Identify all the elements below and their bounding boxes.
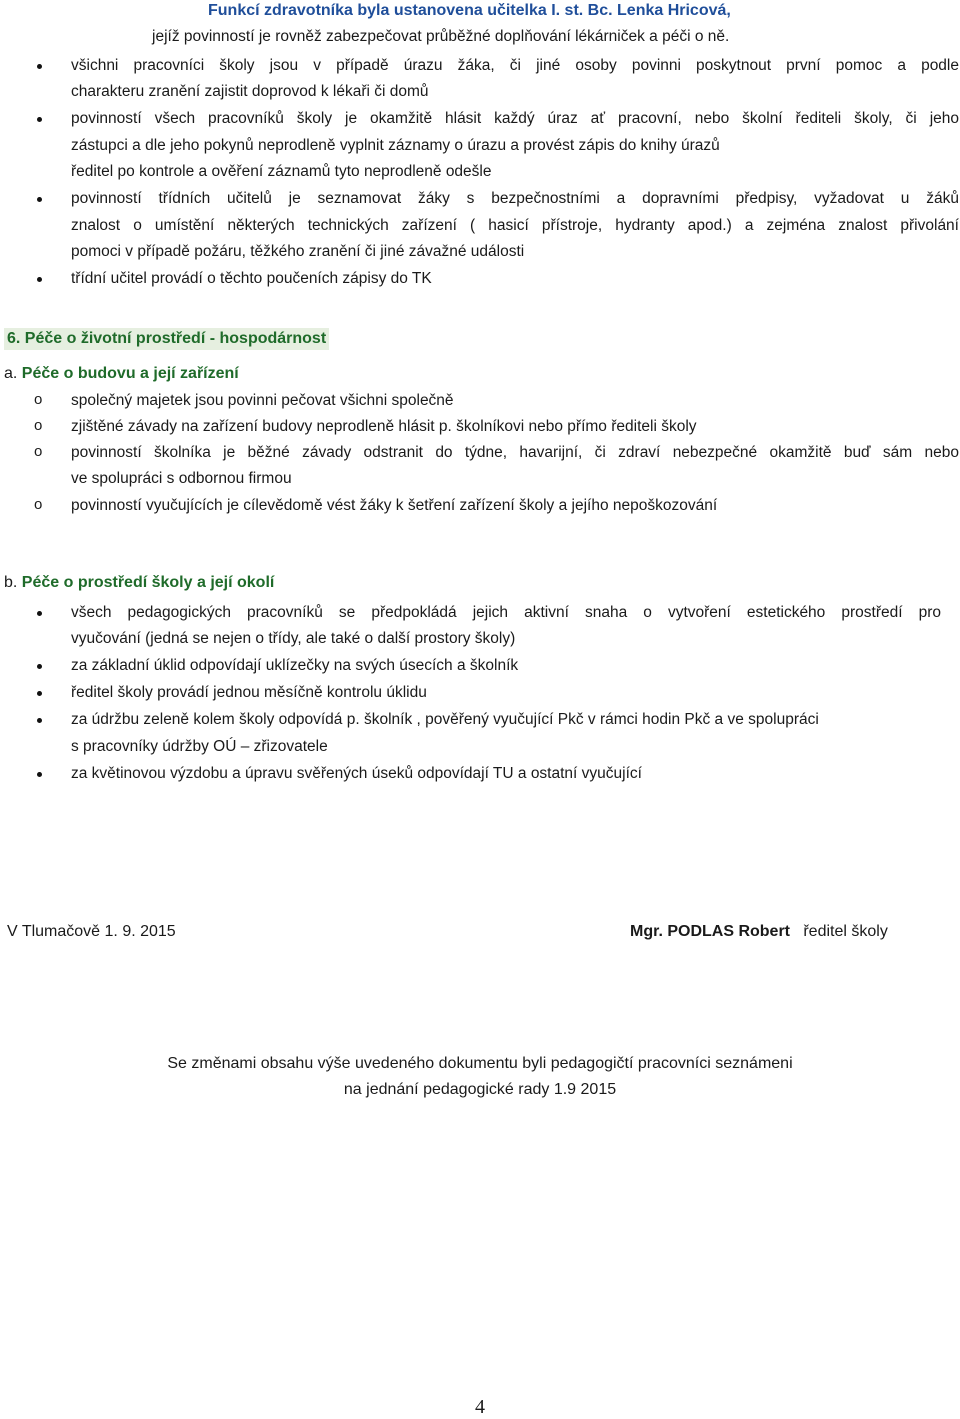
list-item-line: zjištěné závady na zařízení budovy neprodleně hlásit p. školníkovi nebo přímo řediteli školy	[71, 418, 697, 435]
list-item-line: znalost o umístění některých technických zařízení ( hasicí přístroje, hydranty apod.) a zejména znalost přivolání	[71, 217, 959, 234]
bullet-icon	[37, 691, 42, 696]
header-line-1: Funkcí zdravotníka byla ustanovena učitelka I. st. Bc. Lenka Hricová,	[208, 2, 731, 19]
list-item-line: ředitel po kontrole a ověření záznamů tyto neprodleně odešle	[71, 163, 492, 180]
place-date: V Tlumačově 1. 9. 2015	[7, 923, 176, 940]
section-heading: 6. Péče o životní prostředí - hospodárnost	[4, 328, 329, 350]
list-item-line: ve spolupráci s odbornou firmou	[71, 470, 292, 487]
signatory-name: Mgr. PODLAS Robert	[630, 923, 791, 940]
list-item-line: zástupci a dle jeho pokynů neprodleně vyplnit záznamy o úrazu a provést zápis do knihy úrazů	[71, 137, 720, 154]
subsection-prefix: a.	[4, 365, 18, 382]
signatory-role: ředitel školy	[790, 923, 888, 940]
bullet-icon	[37, 772, 42, 777]
bullet-icon	[37, 664, 42, 669]
list-item-line: za údržbu zeleně kolem školy odpovídá p. školník , pověřený vyučující Pkč v rámci hodin Pkč a ve spolupráci	[71, 711, 819, 728]
list-item-line: ředitel školy provádí jednou měsíčně kontrolu úklidu	[71, 684, 427, 701]
acknowledgement-line-2: na jednání pedagogické rady 1.9 2015	[343, 1081, 617, 1098]
acknowledgement-line-1: Se změnami obsahu výše uvedeného dokumentu byli pedagogičtí pracovníci seznámeni	[167, 1055, 793, 1072]
list-item-line: povinností všech pracovníků školy je okamžitě hlásit každý úraz ať pracovní, nebo školní řediteli školy, či jeho	[71, 110, 959, 127]
list-item-line: za květinovou výzdobu a úpravu svěřených úseků odpovídají TU a ostatní vyučující	[71, 765, 642, 782]
circle-bullet-icon: o	[34, 417, 43, 434]
circle-bullet-icon: o	[34, 443, 43, 460]
list-item-line: všech pedagogických pracovníků se předpokládá jejich aktivní snaha o vytvoření estetického prostředí pro	[71, 604, 941, 621]
list-item-line: s pracovníky údržby OÚ – zřizovatele	[71, 738, 328, 755]
bullet-icon	[37, 197, 42, 202]
list-item-line: povinností třídních učitelů je seznamovat žáky s bezpečnostními a dopravními předpisy, vyžadovat u žáků	[71, 190, 959, 207]
bullet-icon	[37, 117, 42, 122]
list-item-line: všichni pracovníci školy jsou v případě úrazu žáka, či jiné osoby povinni poskytnout první pomoc a podle	[71, 57, 959, 74]
list-item-line: vyučování (jedná se nejen o třídy, ale také o další prostory školy)	[71, 630, 516, 647]
header-line-2: jejíž povinností je rovněž zabezpečovat průběžné doplňování lékárniček a péči o ně.	[152, 28, 730, 45]
list-item-line: povinností vyučujících je cílevědomě vést žáky k šetření zařízení školy a jejího nepoškozování	[71, 497, 718, 514]
subsection-heading-a	[4, 365, 239, 383]
list-item-line: charakteru zranění zajistit doprovod k lékaři či domů	[71, 83, 429, 100]
bullet-icon	[37, 64, 42, 69]
bullet-icon	[37, 718, 42, 723]
signature-block	[630, 923, 888, 941]
subsection-title: Péče o prostředí školy a její okolí	[17, 574, 275, 591]
list-item-line: pomoci v případě požáru, těžkého zranění či jiné závažné události	[71, 243, 525, 260]
subsection-title: Péče o budovu a její zařízení	[17, 365, 239, 382]
subsection-heading-b	[4, 574, 274, 592]
bullet-icon	[37, 277, 42, 282]
list-item-line: povinností školníka je běžné závady odstranit do týdne, havarijní, či zdraví nebezpečné okamžitě buď sám nebo	[71, 444, 959, 461]
list-item-line: za základní úklid odpovídají uklízečky na svých úsecích a školník	[71, 657, 519, 674]
subsection-prefix: b.	[4, 574, 18, 591]
page-number: 4	[475, 1396, 485, 1418]
circle-bullet-icon: o	[34, 496, 43, 513]
list-item-line: třídní učitel provádí o těchto poučeních zápisy do TK	[71, 270, 432, 287]
bullet-icon	[37, 611, 42, 616]
circle-bullet-icon: o	[34, 391, 43, 408]
list-item-line: společný majetek jsou povinni pečovat všichni společně	[71, 392, 454, 409]
